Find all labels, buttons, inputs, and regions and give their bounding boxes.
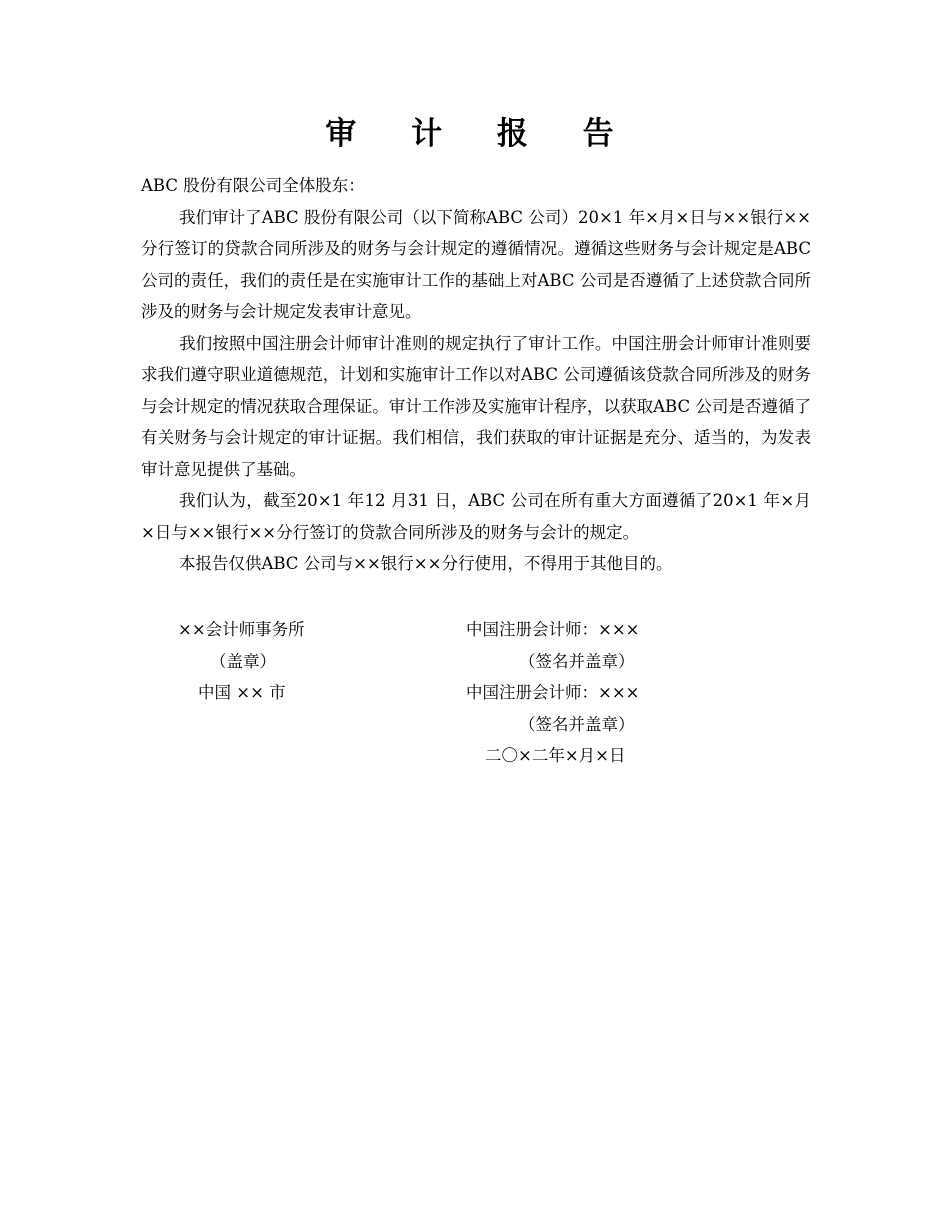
salutation: ABC 股份有限公司全体股东： bbox=[141, 176, 365, 195]
paragraph-scope: 我们审计了ABC 股份有限公司（以下简称ABC 公司）20×1 年×月×日与××银行××分行签订的贷款合同所涉及的财务与会计规定的遵循情况。遵循这些财务与会计规定是ABC 公司的责任，我们的责任是在实施审计工作的基础上对ABC 公司是否遵循了上述贷款合同所涉及的财务与会计规定发表审计意见。 bbox=[141, 207, 811, 321]
cpa-1-seal: （签名并盖章） bbox=[519, 651, 635, 671]
paragraph-work-performed: 我们按照中国注册会计师审计准则的规定执行了审计工作。中国注册会计师审计准则要求我们遵守职业道德规范，计划和实施审计工作以对ABC 公司遵循该贷款合同所涉及的财务与会计规定的情况获取合理保证。审计工作涉及实施审计程序，以获取ABC 公司是否遵循了有关财务与会计规定的审计证据。我们相信，我们获取的审计证据是充分、适当的，为发表审计意见提供了基础。 bbox=[141, 333, 811, 479]
firm-signature-block bbox=[178, 614, 378, 709]
firm-city: 中国 ×× 市 bbox=[198, 683, 286, 702]
firm-name: ××会计师事务所 bbox=[178, 620, 305, 639]
report-date: 二〇×二年×月×日 bbox=[485, 746, 626, 765]
page-title: 审 计 报 告 bbox=[325, 116, 636, 152]
firm-seal: （盖章） bbox=[210, 651, 276, 671]
cpa-1: 中国注册会计师：××× bbox=[466, 620, 640, 639]
cpa-2: 中国注册会计师：××× bbox=[466, 683, 640, 702]
paragraph-opinion: 我们认为，截至20×1 年12 月31 日，ABC 公司在所有重大方面遵循了20×1 年×月×日与××银行××分行签订的贷款合同所涉及的财务与会计的规定。 bbox=[141, 491, 811, 542]
cpa-2-seal: （签名并盖章） bbox=[519, 714, 635, 734]
report-body bbox=[141, 170, 811, 580]
paragraph-restriction: 本报告仅供ABC 公司与××银行××分行使用，不得用于其他目的。 bbox=[178, 554, 673, 573]
cpa-signature-block bbox=[466, 614, 766, 772]
